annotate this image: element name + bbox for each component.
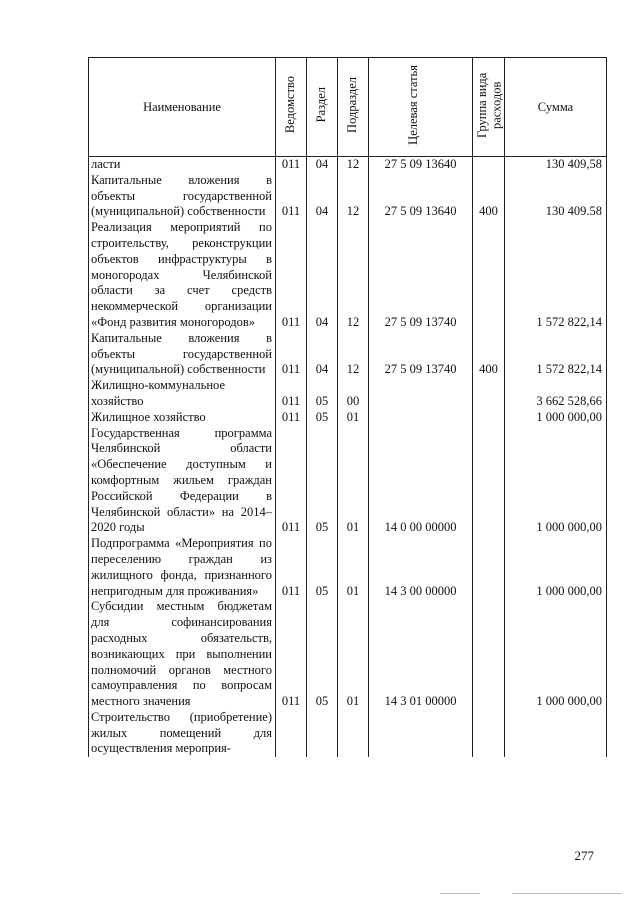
row-gruppa [473,378,505,410]
row-razdel: 05 [307,599,338,710]
row-podrazdel: 12 [338,220,369,331]
row-celevaya-statya: 14 3 00 00000 [369,536,473,599]
table-row [89,220,607,331]
row-vedomstvo [276,710,307,757]
table-row [89,536,607,599]
row-podrazdel: 12 [338,331,369,378]
row-gruppa: 400 [473,331,505,378]
row-gruppa [473,220,505,331]
budget-table [88,57,607,757]
row-name: Жилищное хозяйство [89,410,276,426]
row-vedomstvo: 011 [276,220,307,331]
row-name: Государственная программа Челябинской области «Обеспечение доступным и комфортным жильем граждан Российской Федерации в Челябинской области» на 2014–2020 годы [89,426,276,537]
row-podrazdel: 12 [338,173,369,220]
row-name: Капитальные вложения в объекты государственной (муниципальной) собственности [89,173,276,220]
row-celevaya-statya [369,710,473,757]
row-celevaya-statya: 27 5 09 13640 [369,157,473,173]
row-podrazdel: 01 [338,410,369,426]
row-gruppa [473,710,505,757]
row-gruppa [473,410,505,426]
row-razdel: 04 [307,331,338,378]
table-row [89,173,607,220]
row-summa: 1 000 000,00 [505,599,607,710]
table-header-row [89,58,607,157]
header-razdel: Раздел [307,58,338,157]
row-vedomstvo: 011 [276,410,307,426]
row-razdel: 05 [307,378,338,410]
row-razdel: 05 [307,410,338,426]
header-name: Наименование [89,58,276,157]
row-name: ласти [89,157,276,173]
header-celevaya-statya: Целевая статья [369,58,473,157]
row-gruppa [473,426,505,537]
row-name: Капитальные вложения в объекты государственной (муниципальной) собственности [89,331,276,378]
row-summa [505,710,607,757]
row-summa: 1 572 822,14 [505,220,607,331]
row-celevaya-statya: 27 5 09 13740 [369,331,473,378]
table-row [89,426,607,537]
row-celevaya-statya: 14 3 01 00000 [369,599,473,710]
footer-divider [440,893,480,894]
row-summa: 1 000 000,00 [505,536,607,599]
row-vedomstvo: 011 [276,331,307,378]
row-vedomstvo: 011 [276,536,307,599]
row-name: Реализация мероприятий по строительству, реконструкции объектов инфраструктуры в моногородах Челябинской области за счет средств некоммерческой организации «Фонд развития моногородов» [89,220,276,331]
header-podrazdel: Подраздел [338,58,369,157]
row-vedomstvo: 011 [276,378,307,410]
page-number: 277 [574,848,594,863]
row-vedomstvo: 011 [276,173,307,220]
row-podrazdel: 01 [338,599,369,710]
header-vedomstvo: Ведомство [276,58,307,157]
row-gruppa [473,157,505,173]
table-row [89,331,607,378]
row-celevaya-statya [369,410,473,426]
row-celevaya-statya: 27 5 09 13740 [369,220,473,331]
row-podrazdel [338,710,369,757]
row-gruppa [473,599,505,710]
row-vedomstvo: 011 [276,426,307,537]
row-razdel: 05 [307,426,338,537]
row-name: Субсидии местным бюджетам для софинансирования расходных обязательств, возникающих при выполнении полномочий органов местного самоуправления по вопросам местного значения [89,599,276,710]
table-row [89,157,607,173]
row-razdel [307,710,338,757]
row-vedomstvo: 011 [276,599,307,710]
row-summa: 3 662 528,66 [505,378,607,410]
row-razdel: 04 [307,173,338,220]
row-podrazdel: 00 [338,378,369,410]
row-razdel: 05 [307,536,338,599]
row-name: Жилищно-коммунальное хозяйство [89,378,276,410]
row-gruppa: 400 [473,173,505,220]
header-summa: Сумма [505,58,607,157]
footer-divider [512,893,622,894]
table-row [89,710,607,757]
row-gruppa [473,536,505,599]
table-row [89,378,607,410]
row-vedomstvo: 011 [276,157,307,173]
header-gruppa-vida-rashodov: Группа вида расходов [473,58,505,157]
row-razdel: 04 [307,220,338,331]
row-podrazdel: 01 [338,536,369,599]
row-summa: 1 000 000,00 [505,410,607,426]
row-summa: 1 000 000,00 [505,426,607,537]
row-celevaya-statya: 14 0 00 00000 [369,426,473,537]
row-celevaya-statya [369,378,473,410]
row-podrazdel: 12 [338,157,369,173]
row-name: Подпрограмма «Мероприятия по переселению граждан из жилищного фонда, признанного непригодным для проживания» [89,536,276,599]
row-summa: 130 409,58 [505,157,607,173]
row-summa: 130 409.58 [505,173,607,220]
row-summa: 1 572 822,14 [505,331,607,378]
row-razdel: 04 [307,157,338,173]
row-podrazdel: 01 [338,426,369,537]
row-celevaya-statya: 27 5 09 13640 [369,173,473,220]
row-name: Строительство (приобретение) жилых помещений для осуществления мероприя- [89,710,276,757]
table-row [89,599,607,710]
table-row [89,410,607,426]
